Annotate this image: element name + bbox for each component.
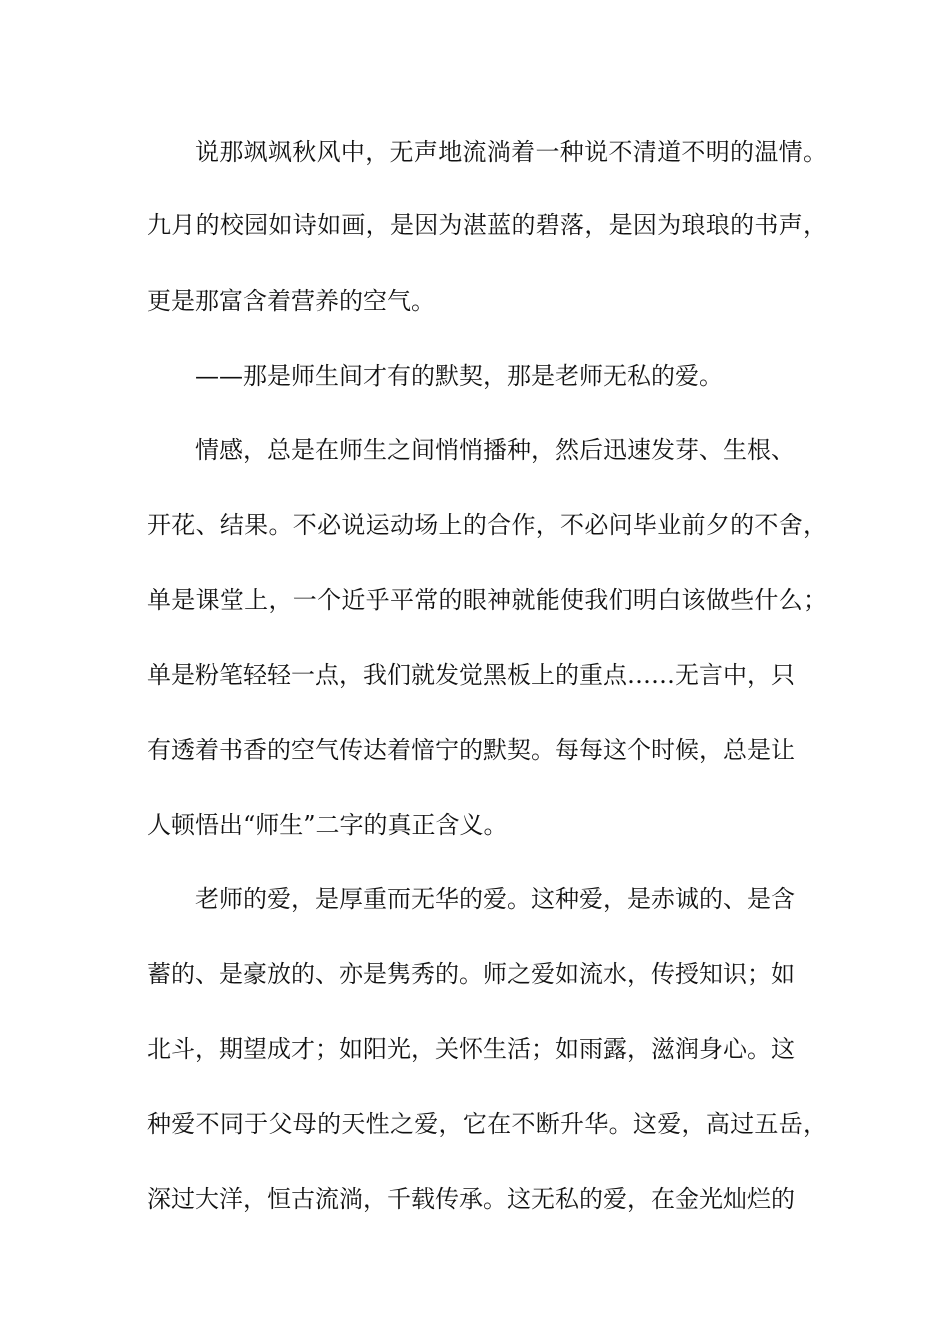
paragraph-line: 种爱不同于父母的天性之爱，它在不断升华。这爱，高过五岳， [147, 1110, 827, 1138]
paragraph-line: 九月的校园如诗如画，是因为湛蓝的碧落，是因为琅琅的书声， [147, 211, 827, 239]
paragraph-line: ——那是师生间才有的默契，那是老师无私的爱。 [195, 362, 723, 390]
paragraph-line: 说那飒飒秋风中，无声地流淌着一种说不清道不明的温情。 [195, 138, 827, 166]
paragraph-line: 深过大洋，恒古流淌，千载传承。这无私的爱，在金光灿烂的 [147, 1185, 795, 1213]
paragraph-line: 有透着书香的空气传达着愔宁的默契。每每这个时候，总是让 [147, 736, 795, 764]
paragraph-line: 情感，总是在师生之间悄悄播种，然后迅速发芽、生根、 [195, 436, 795, 464]
paragraph-line: 蓄的、是豪放的、亦是隽秀的。师之爱如流水，传授知识；如 [147, 960, 795, 988]
paragraph-line: 北斗，期望成才；如阳光，关怀生活；如雨露，滋润身心。这 [147, 1035, 795, 1063]
paragraph-line: 老师的爱，是厚重而无华的爱。这种爱，是赤诚的、是含 [195, 885, 795, 913]
paragraph-line: 单是课堂上，一个近乎平常的眼神就能使我们明白该做些什么； [147, 586, 827, 614]
paragraph-line: 开花、结果。不必说运动场上的合作，不必问毕业前夕的不舍， [147, 511, 827, 539]
paragraph-line: 更是那富含着营养的空气。 [147, 287, 435, 315]
paragraph-line: 单是粉笔轻轻一点，我们就发觉黑板上的重点……无言中，只 [147, 661, 795, 689]
paragraph-line: 人顿悟出“师生”二字的真正含义。 [147, 811, 508, 839]
